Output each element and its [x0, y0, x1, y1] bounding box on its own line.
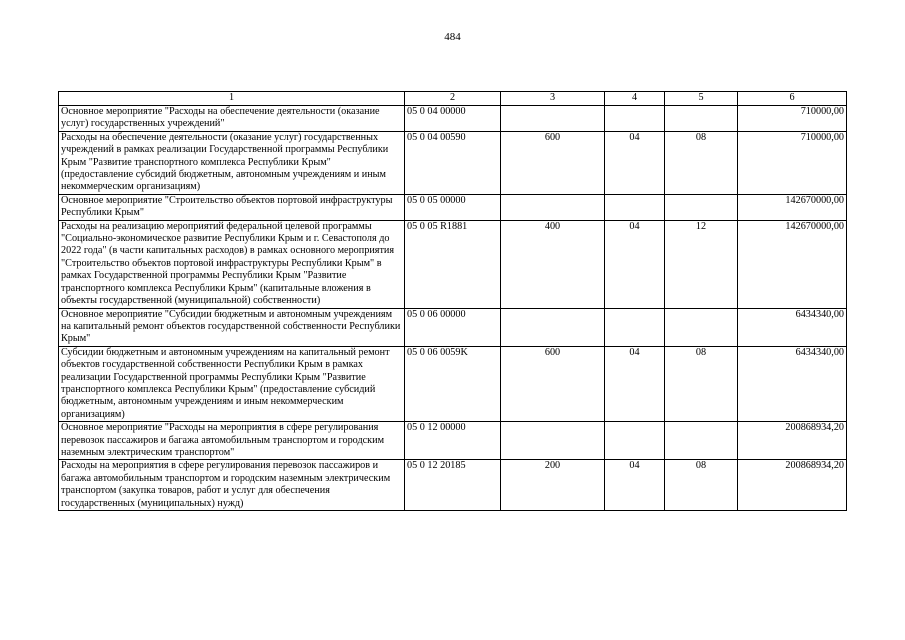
table-row — [59, 308, 847, 346]
table-header-row — [59, 92, 847, 106]
row-amount: 6434340,00 — [738, 346, 847, 421]
table-row — [59, 131, 847, 194]
table-row — [59, 220, 847, 308]
row-subsection — [665, 194, 738, 220]
row-target-code: 05 0 06 0059K — [405, 346, 501, 421]
column-header-6: 6 — [738, 92, 847, 106]
column-header-1: 1 — [59, 92, 405, 106]
row-name: Субсидии бюджетным и автономным учреждениям на капитальный ремонт объектов государственной собственности Республики Крым в рамках реализации Государственной программы Республики Крым "Развитие транспортного комплекса Республики Крым" (предоставление субсидий бюджетным, автономным учреждениям и иным некоммерческим организациям) — [59, 346, 405, 421]
row-section: 04 — [605, 346, 665, 421]
row-name: Основное мероприятие "Расходы на обеспечение деятельности (оказание услуг) государственных учреждений" — [59, 106, 405, 132]
row-expense-type — [501, 422, 605, 460]
row-expense-type: 200 — [501, 460, 605, 511]
row-amount: 200868934,20 — [738, 460, 847, 511]
row-name: Основное мероприятие "Строительство объектов портовой инфраструктуры Республики Крым" — [59, 194, 405, 220]
row-target-code: 05 0 12 20185 — [405, 460, 501, 511]
table-row — [59, 194, 847, 220]
row-expense-type: 600 — [501, 346, 605, 421]
row-subsection — [665, 422, 738, 460]
table-row — [59, 460, 847, 511]
table-row — [59, 106, 847, 132]
row-expense-type — [501, 308, 605, 346]
row-amount: 142670000,00 — [738, 194, 847, 220]
column-header-3: 3 — [501, 92, 605, 106]
row-subsection — [665, 106, 738, 132]
row-section: 04 — [605, 131, 665, 194]
row-amount: 710000,00 — [738, 131, 847, 194]
row-section: 04 — [605, 460, 665, 511]
table-row — [59, 422, 847, 460]
column-header-5: 5 — [665, 92, 738, 106]
row-amount: 710000,00 — [738, 106, 847, 132]
row-target-code: 05 0 04 00000 — [405, 106, 501, 132]
row-amount: 200868934,20 — [738, 422, 847, 460]
row-expense-type: 600 — [501, 131, 605, 194]
row-expense-type — [501, 194, 605, 220]
column-header-4: 4 — [605, 92, 665, 106]
row-section — [605, 422, 665, 460]
row-amount: 6434340,00 — [738, 308, 847, 346]
row-subsection: 08 — [665, 460, 738, 511]
row-name: Расходы на реализацию мероприятий федеральной целевой программы "Социально-экономическое развитие Республики Крым и г. Севастополя до 2022 года" (в части капитальных расходов) в рамках основного мероприятия "Строительство объектов портовой инфраструктуры Республики Крым" в рамках Государственной программы Республики Крым "Развитие транспортного комплекса Республики Крым" (капитальные вложения в объекты государственной (муниципальной) собственности) — [59, 220, 405, 308]
budget-table — [58, 91, 847, 511]
row-subsection: 08 — [665, 131, 738, 194]
row-name: Расходы на мероприятия в сфере регулирования перевозок пассажиров и багажа автомобильным транспортом и городским наземным электрическим транспортом (закупка товаров, работ и услуг для обеспечения государственных (муниципальных) нужд) — [59, 460, 405, 511]
row-subsection: 08 — [665, 346, 738, 421]
row-name: Основное мероприятие "Субсидии бюджетным и автономным учреждениям на капитальный ремонт объектов государственной собственности Республики Крым" — [59, 308, 405, 346]
row-target-code: 05 0 06 00000 — [405, 308, 501, 346]
row-name: Расходы на обеспечение деятельности (оказание услуг) государственных учреждений в рамках реализации Государственной программы Республики Крым "Развитие транспортного комплекса Республики Крым" (предоставление субсидий бюджетным, автономным учреждениям и иным некоммерческим организациям) — [59, 131, 405, 194]
row-amount: 142670000,00 — [738, 220, 847, 308]
row-section — [605, 194, 665, 220]
row-target-code: 05 0 05 00000 — [405, 194, 501, 220]
row-section — [605, 106, 665, 132]
page-number: 484 — [444, 31, 461, 43]
row-section — [605, 308, 665, 346]
row-subsection — [665, 308, 738, 346]
column-header-2: 2 — [405, 92, 501, 106]
row-section: 04 — [605, 220, 665, 308]
row-target-code: 05 0 04 00590 — [405, 131, 501, 194]
row-subsection: 12 — [665, 220, 738, 308]
row-expense-type — [501, 106, 605, 132]
row-target-code: 05 0 12 00000 — [405, 422, 501, 460]
table-row — [59, 346, 847, 421]
row-name: Основное мероприятие "Расходы на мероприятия в сфере регулирования перевозок пассажиров и багажа автомобильным транспортом и городским наземным электрическим транспортом" — [59, 422, 405, 460]
row-target-code: 05 0 05 R1881 — [405, 220, 501, 308]
row-expense-type: 400 — [501, 220, 605, 308]
